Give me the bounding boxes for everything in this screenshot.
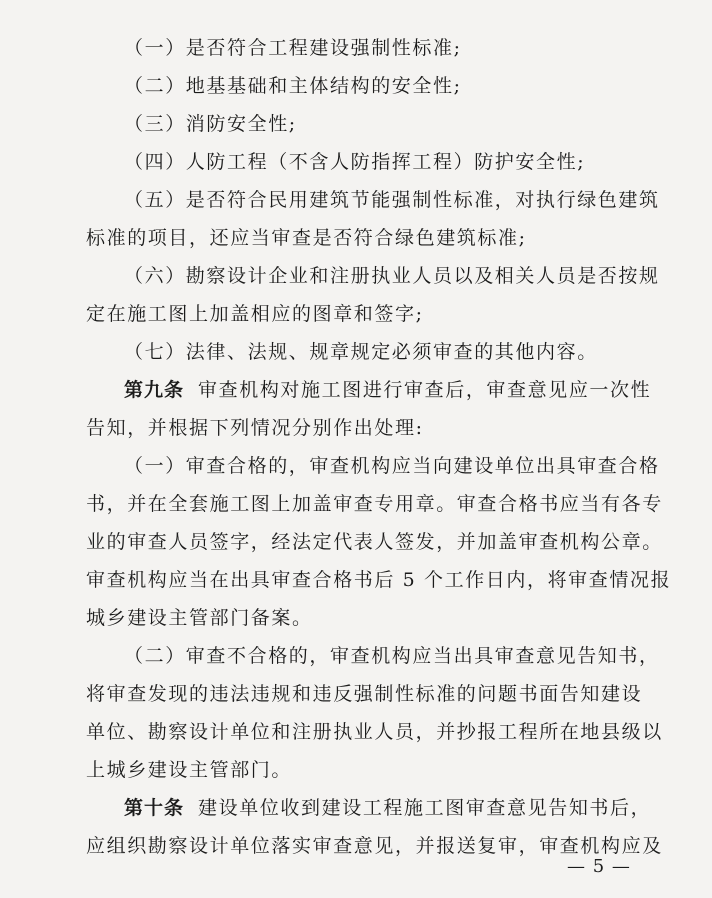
article-heading: 第十条 xyxy=(124,797,185,819)
article-heading: 第九条 xyxy=(124,379,185,401)
text-line: （三）消防安全性; xyxy=(124,113,297,135)
text-line: （六）勘察设计企业和注册执业人员以及相关人员是否按规 xyxy=(124,265,660,287)
text-line: 业的审查人员签字，经法定代表人签发，并加盖审查机构公章。 xyxy=(86,531,663,553)
text-line: 定在施工图上加盖相应的图章和签字; xyxy=(86,303,424,325)
article-line xyxy=(124,378,651,402)
text-line: （二）审查不合格的，审查机构应当出具审查意见告知书， xyxy=(124,645,660,667)
text-line: （一）是否符合工程建设强制性标准; xyxy=(124,37,462,59)
page-number: — 5 — xyxy=(567,856,631,877)
text-line: 单位、勘察设计单位和注册执业人员，并抄报工程所在地县级以 xyxy=(86,721,663,743)
text-line: 审查机构应当在出具审查合格书后 5 个工作日内，将审查情况报 xyxy=(86,569,672,591)
text-span: 审查机构对施工图进行审查后，审查意见应一次性 xyxy=(198,379,652,401)
text-line: 上城乡建设主管部门。 xyxy=(86,759,293,781)
text-line: （五）是否符合民用建筑节能强制性标准，对执行绿色建筑 xyxy=(124,189,660,211)
text-span: 建设单位收到建设工程施工图审查意见告知书后， xyxy=(198,797,652,819)
text-line: 标准的项目，还应当审查是否符合绿色建筑标准; xyxy=(86,227,527,249)
text-line: 应组织勘察设计单位落实审查意见，并报送复审，审查机构应及 xyxy=(86,835,663,857)
text-line: 城乡建设主管部门备案。 xyxy=(86,607,313,629)
text-line: （四）人防工程（不含人防指挥工程）防护安全性; xyxy=(124,151,586,173)
article-line xyxy=(124,796,651,820)
text-line: （二）地基基础和主体结构的安全性; xyxy=(124,75,462,97)
text-line: 告知，并根据下列情况分别作出处理: xyxy=(86,417,424,439)
text-line: （七）法律、法规、规章规定必须审查的其他内容。 xyxy=(124,341,598,363)
text-line: 书，并在全套施工图上加盖审查专用章。审查合格书应当有各专 xyxy=(86,493,663,515)
text-line: （一）审查合格的，审查机构应当向建设单位出具审查合格 xyxy=(124,455,660,477)
text-line: 将审查发现的违法违规和违反强制性标准的问题书面告知建设 xyxy=(86,683,643,705)
